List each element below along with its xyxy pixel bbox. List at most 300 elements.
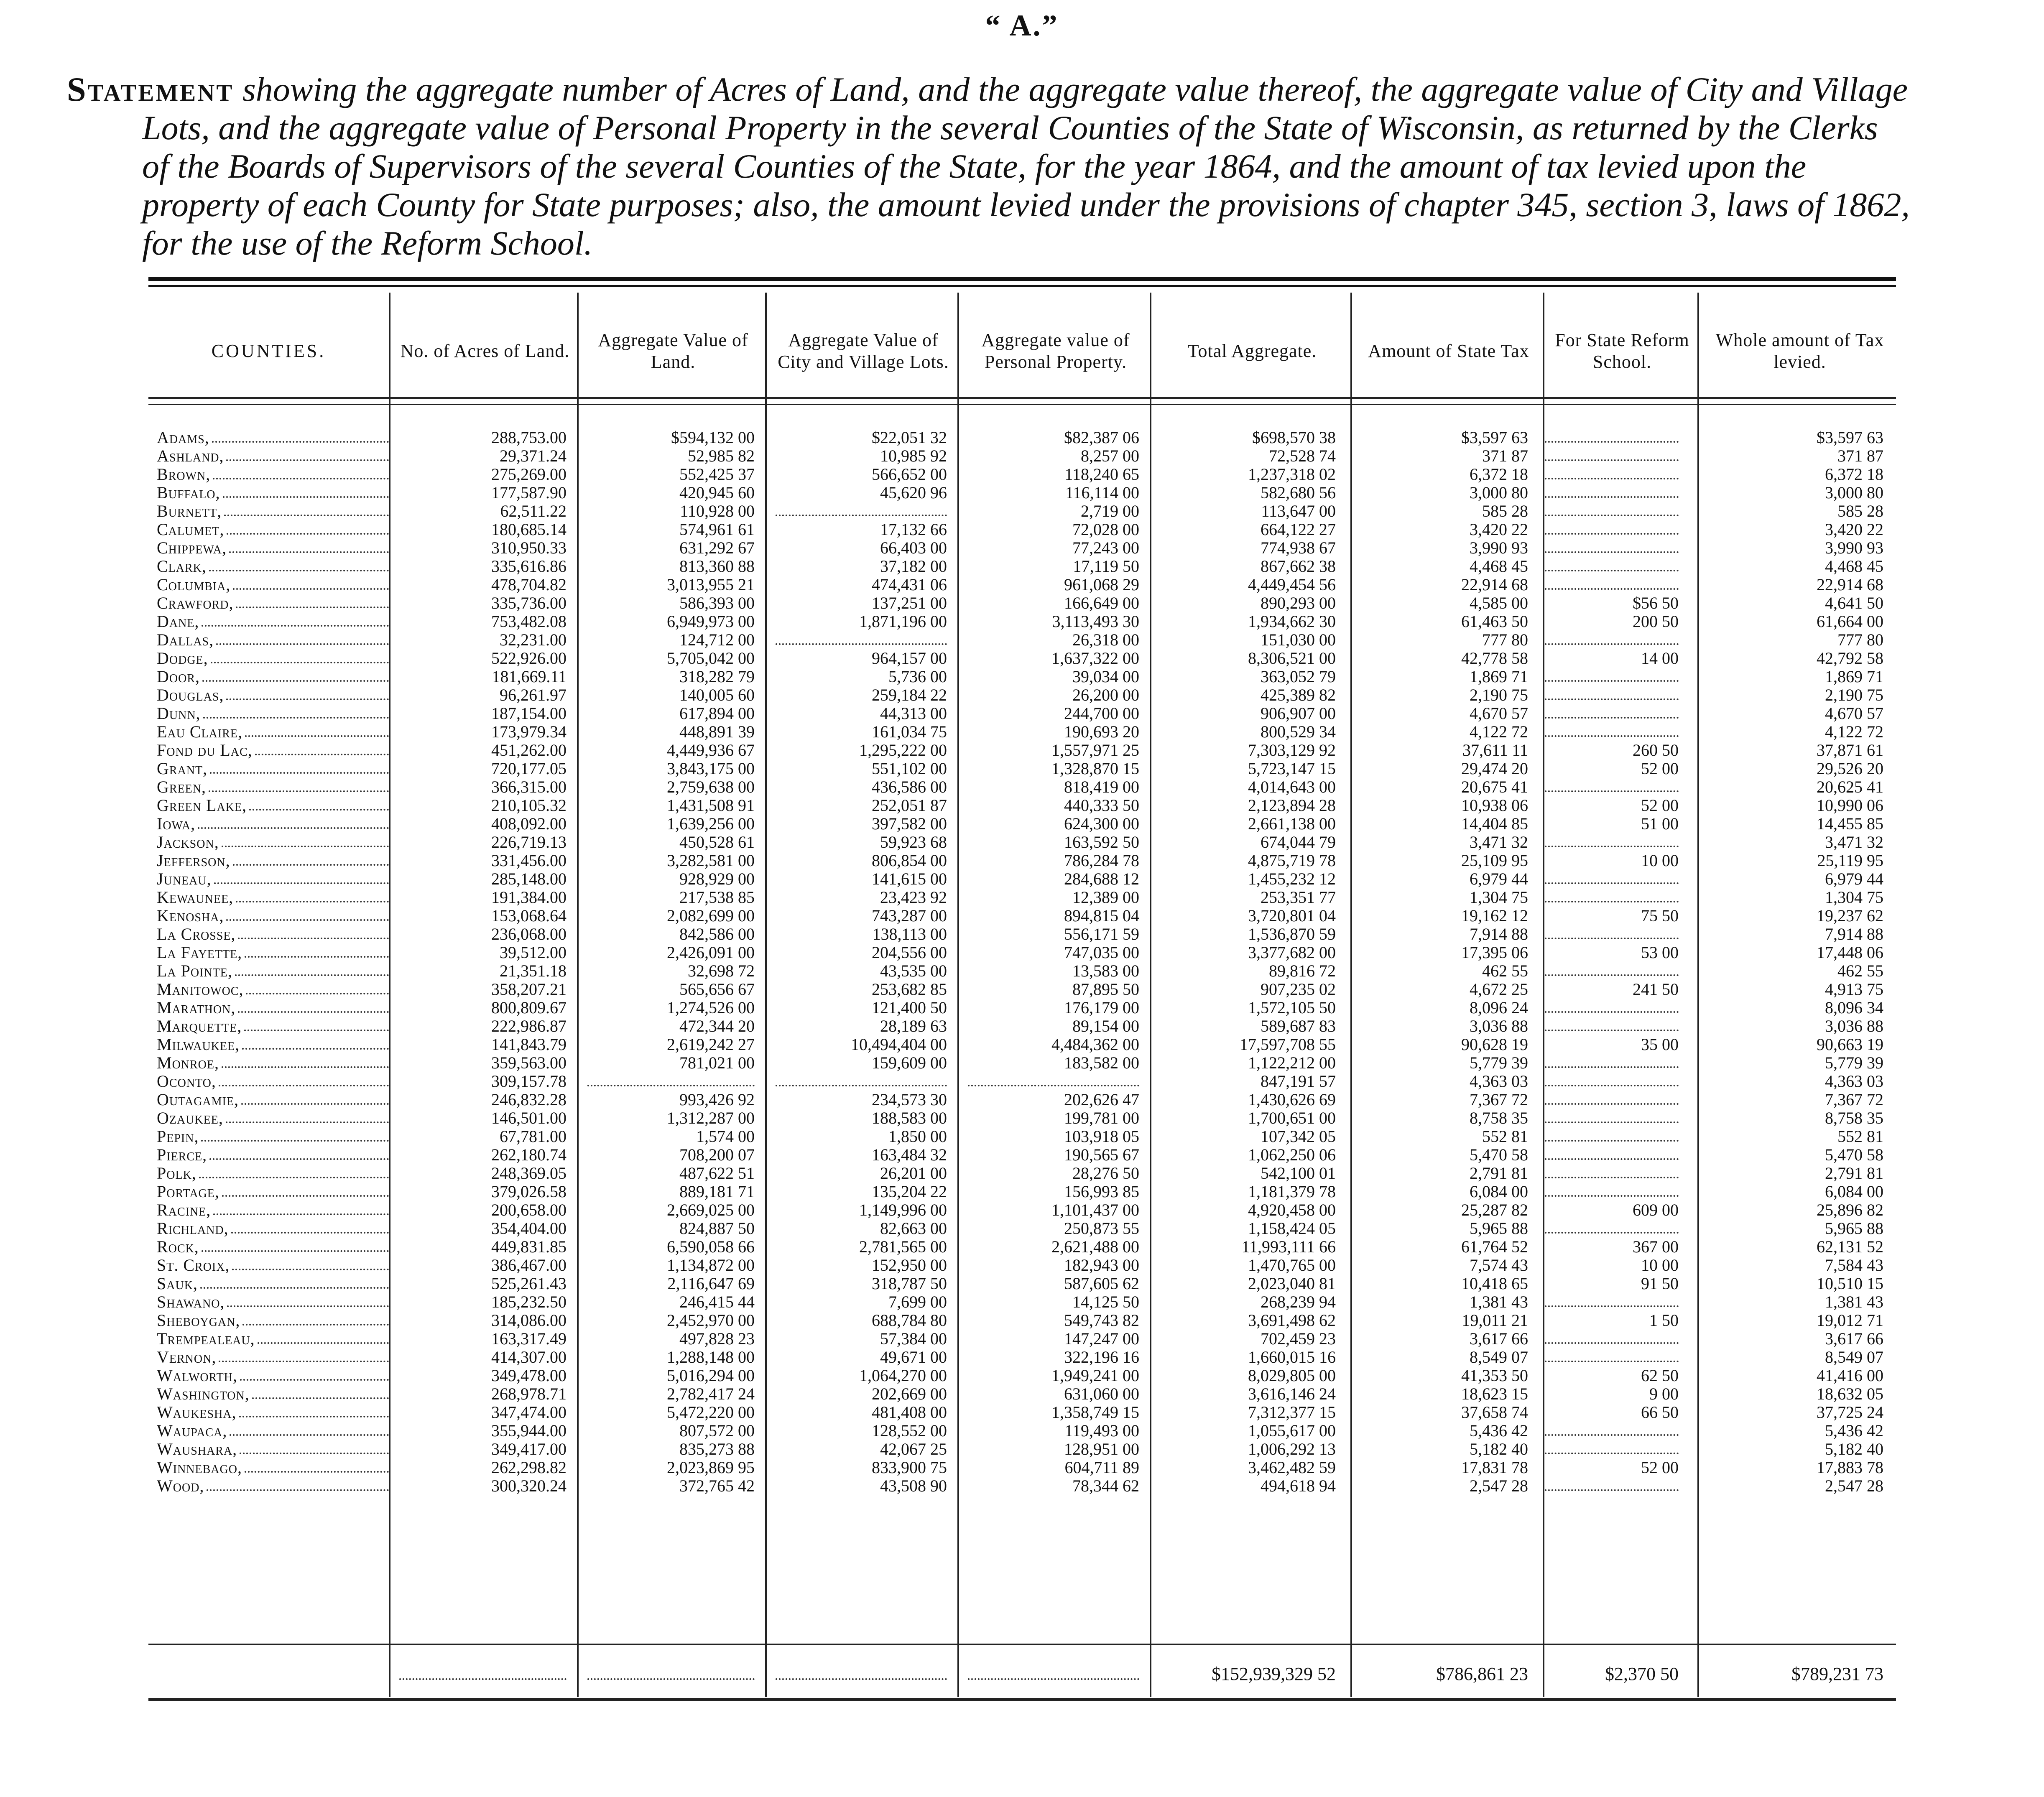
heading-lead: Statement: [67, 70, 234, 108]
cell-acres: 236,068.00: [491, 925, 567, 943]
county-name: [157, 962, 389, 980]
totals-rule: [148, 1644, 1896, 1645]
cell-personal: 961,068 29: [1064, 576, 1139, 594]
cell-personal: 894,815 04: [1064, 907, 1139, 925]
cell-land-value: $594,132 00: [671, 428, 755, 447]
totals-total: $152,939,329 52: [1212, 1664, 1336, 1684]
cell-total: 800,529 34: [1261, 723, 1336, 741]
table-row: [148, 1477, 1896, 1495]
county-label: Dallas,: [157, 631, 214, 649]
cell-acres: 262,180.74: [491, 1146, 567, 1164]
cell-state-tax: 4,363 03: [1470, 1072, 1528, 1091]
blank-cell: [1545, 428, 1679, 447]
cell-whole: 61,664 00: [1817, 612, 1883, 631]
table-row: [148, 1164, 1896, 1183]
table-row: [148, 1403, 1896, 1422]
cell-total: 3,691,498 62: [1248, 1311, 1336, 1330]
cell-acres: 355,944.00: [491, 1422, 567, 1440]
totals-blank-lots: [776, 1657, 947, 1691]
blank-cell: [776, 631, 947, 649]
cell-reform: 260 50: [1633, 741, 1679, 760]
cell-total: 2,023,040 81: [1248, 1274, 1336, 1293]
cell-total: 4,449,454 56: [1248, 576, 1336, 594]
dot-leader: [238, 925, 389, 939]
cell-state-tax: 37,611 11: [1462, 741, 1528, 760]
cell-land-value: 824,887 50: [679, 1219, 755, 1238]
cell-acres: 309,157.78: [491, 1072, 567, 1091]
county-label: Iowa,: [157, 815, 196, 833]
cell-total: 906,907 00: [1261, 704, 1336, 723]
dot-leader: [224, 502, 389, 516]
cell-land-value: 2,452,970 00: [667, 1311, 755, 1330]
county-label: Dane,: [157, 612, 199, 631]
dot-leader: [245, 1458, 389, 1473]
county-name: [157, 1091, 389, 1109]
county-label: Ozaukee,: [157, 1109, 223, 1127]
cell-whole: 4,468 45: [1825, 557, 1883, 576]
cell-land-value: 472,344 20: [679, 1017, 755, 1035]
cell-total: 1,430,626 69: [1248, 1091, 1336, 1109]
cell-whole: 17,448 06: [1817, 943, 1883, 962]
cell-state-tax: 462 55: [1482, 962, 1528, 980]
county-name: [157, 870, 389, 888]
cell-whole: 19,012 71: [1817, 1311, 1883, 1330]
table-row: [148, 484, 1896, 502]
blank-cell: [1545, 1183, 1679, 1201]
dot-leader: [239, 1403, 389, 1417]
cell-acres: 191,384.00: [491, 888, 567, 907]
county-name: [157, 760, 389, 778]
cell-personal: 604,711 89: [1064, 1458, 1139, 1477]
cell-state-tax: 8,096 24: [1470, 999, 1528, 1017]
cell-total: 582,680 56: [1261, 484, 1336, 502]
cell-personal: 14,125 50: [1072, 1293, 1139, 1311]
county-name: [157, 999, 389, 1017]
county-label: La Fayette,: [157, 943, 242, 962]
cell-state-tax: 3,420 22: [1470, 520, 1528, 539]
county-name: [157, 539, 389, 557]
county-label: Sheboygan,: [157, 1311, 240, 1330]
cell-personal: 147,247 00: [1064, 1330, 1139, 1348]
dot-leader: [240, 1440, 389, 1454]
cell-acres: 449,831.85: [491, 1238, 567, 1256]
table-row: [148, 668, 1896, 686]
cell-total: 11,993,111 66: [1241, 1238, 1336, 1256]
blank-cell: [1545, 1072, 1679, 1091]
county-name: [157, 1477, 389, 1495]
county-name: [157, 741, 389, 760]
cell-acres: 262,298.82: [491, 1458, 567, 1477]
cell-reform: 241 50: [1633, 980, 1679, 999]
cell-whole: $3,597 63: [1817, 428, 1883, 447]
county-label: Richland,: [157, 1219, 229, 1238]
blank-cell: [1545, 888, 1679, 907]
dot-leader: [214, 870, 389, 884]
county-label: Oconto,: [157, 1072, 216, 1091]
cell-state-tax: 3,990 93: [1470, 539, 1528, 557]
county-label: Chippewa,: [157, 539, 227, 557]
cell-personal: 322,196 16: [1064, 1348, 1139, 1366]
cell-acres: 29,371.24: [500, 447, 567, 465]
dot-leader: [201, 1127, 389, 1142]
county-name: [157, 1238, 389, 1256]
table-row: [148, 465, 1896, 484]
cell-city-lots: 152,950 00: [872, 1256, 947, 1274]
county-label: Walworth,: [157, 1366, 237, 1385]
cell-land-value: 1,574 00: [696, 1127, 755, 1146]
county-name: [157, 1330, 389, 1348]
county-label: Door,: [157, 668, 200, 686]
blank-cell: [1545, 502, 1679, 520]
cell-total: 2,661,138 00: [1248, 815, 1336, 833]
county-name: [157, 888, 389, 907]
cell-total: 3,377,682 00: [1248, 943, 1336, 962]
cell-state-tax: 19,011 21: [1462, 1311, 1528, 1330]
cell-state-tax: 585 28: [1482, 502, 1528, 520]
county-name: [157, 1348, 389, 1366]
cell-state-tax: 2,791 81: [1470, 1164, 1528, 1183]
blank-cell: [1545, 1109, 1679, 1127]
table-row: [148, 1238, 1896, 1256]
county-label: La Pointe,: [157, 962, 232, 980]
county-label: Monroe,: [157, 1054, 219, 1072]
cell-acres: 331,456.00: [491, 851, 567, 870]
cell-city-lots: 163,484 32: [872, 1146, 947, 1164]
header-rule: [148, 404, 1896, 405]
cell-whole: 62,131 52: [1817, 1238, 1883, 1256]
cell-city-lots: 397,582 00: [872, 815, 947, 833]
cell-land-value: 5,472,220 00: [667, 1403, 755, 1422]
table-row: [148, 723, 1896, 741]
cell-acres: 347,474.00: [491, 1403, 567, 1422]
cell-city-lots: 82,663 00: [880, 1219, 947, 1238]
cell-whole: 42,792 58: [1817, 649, 1883, 668]
county-name: [157, 428, 389, 447]
header-city-lots: Aggregate Value of City and Village Lots.: [778, 330, 949, 372]
county-label: Eau Claire,: [157, 723, 242, 741]
cell-land-value: 52,985 82: [688, 447, 755, 465]
cell-city-lots: 161,034 75: [872, 723, 947, 741]
cell-land-value: 2,759,638 00: [667, 778, 755, 796]
cell-city-lots: 37,182 00: [880, 557, 947, 576]
cell-city-lots: 234,573 30: [872, 1091, 947, 1109]
cell-city-lots: 964,157 00: [872, 649, 947, 668]
cell-acres: 200,658.00: [491, 1201, 567, 1219]
county-label: Rock,: [157, 1238, 199, 1256]
dot-leader: [244, 1017, 389, 1031]
cell-acres: 359,563.00: [491, 1054, 567, 1072]
cell-whole: 2,791 81: [1825, 1164, 1883, 1183]
cell-personal: 28,276 50: [1072, 1164, 1139, 1183]
cell-land-value: 928,929 00: [679, 870, 755, 888]
table-row: [148, 999, 1896, 1017]
cell-state-tax: 42,778 58: [1461, 649, 1528, 668]
cell-state-tax: 371 87: [1482, 447, 1528, 465]
dot-leader: [209, 1146, 389, 1160]
cell-whole: 18,632 05: [1817, 1385, 1883, 1403]
cell-personal: 72,028 00: [1072, 520, 1139, 539]
county-label: Waupaca,: [157, 1422, 227, 1440]
dot-leader: [252, 1385, 389, 1399]
county-label: Green,: [157, 778, 206, 796]
blank-cell: [1545, 870, 1679, 888]
cell-city-lots: 551,102 00: [872, 760, 947, 778]
cell-acres: 275,269.00: [491, 465, 567, 484]
cell-acres: 96,261.97: [500, 686, 567, 704]
cell-state-tax: 3,036 88: [1470, 1017, 1528, 1035]
cell-city-lots: 59,923 68: [880, 833, 947, 851]
county-name: [157, 1201, 389, 1219]
county-name: [157, 594, 389, 612]
county-name: [157, 1422, 389, 1440]
cell-city-lots: 42,067 25: [880, 1440, 947, 1458]
cell-personal: 156,993 85: [1064, 1183, 1139, 1201]
cell-personal: 26,200 00: [1072, 686, 1139, 704]
cell-land-value: 246,415 44: [679, 1293, 755, 1311]
county-name: [157, 631, 389, 649]
cell-acres: 181,669.11: [492, 668, 567, 686]
cell-personal: 118,240 65: [1064, 465, 1139, 484]
cell-total: 3,616,146 24: [1248, 1385, 1336, 1403]
dot-leader: [222, 833, 389, 847]
top-rule-thick: [148, 277, 1896, 281]
cell-personal: 199,781 00: [1064, 1109, 1139, 1127]
cell-total: 674,044 79: [1261, 833, 1336, 851]
blank-cell: [1545, 1477, 1679, 1495]
cell-land-value: 2,619,242 27: [667, 1035, 755, 1054]
cell-state-tax: 7,914 88: [1470, 925, 1528, 943]
table-row: [148, 428, 1896, 447]
table-row: [148, 1054, 1896, 1072]
cell-whole: 6,084 00: [1825, 1183, 1883, 1201]
cell-acres: 525,261.43: [491, 1274, 567, 1293]
cell-state-tax: 4,670 57: [1470, 704, 1528, 723]
cell-acres: 163,317.49: [491, 1330, 567, 1348]
totals-blank-acres: [399, 1657, 567, 1691]
cell-land-value: 2,669,025 00: [667, 1201, 755, 1219]
cell-state-tax: 29,474 20: [1461, 760, 1528, 778]
cell-state-tax: 1,304 75: [1470, 888, 1528, 907]
dot-leader: [231, 1219, 389, 1234]
blank-cell: [1545, 1054, 1679, 1072]
cell-total: 107,342 05: [1261, 1127, 1336, 1146]
cell-state-tax: 777 80: [1482, 631, 1528, 649]
county-name: [157, 1054, 389, 1072]
cell-land-value: 5,705,042 00: [667, 649, 755, 668]
cell-acres: 300,320.24: [491, 1477, 567, 1495]
cell-city-lots: 202,669 00: [872, 1385, 947, 1403]
cell-total: 867,662 38: [1261, 557, 1336, 576]
cell-state-tax: 6,372 18: [1470, 465, 1528, 484]
dot-leader: [209, 557, 389, 571]
cell-state-tax: 17,395 06: [1461, 943, 1528, 962]
cell-total: 4,920,458 00: [1248, 1201, 1336, 1219]
cell-city-lots: 1,149,996 00: [859, 1201, 947, 1219]
county-label: Wood,: [157, 1477, 204, 1495]
table-row: [148, 1183, 1896, 1201]
county-label: Crawford,: [157, 594, 234, 612]
cell-personal: 4,484,362 00: [1051, 1035, 1139, 1054]
cell-personal: 17,119 50: [1073, 557, 1139, 576]
cell-city-lots: 474,431 06: [872, 576, 947, 594]
cell-state-tax: 5,470 58: [1470, 1146, 1528, 1164]
cell-acres: 522,926.00: [491, 649, 567, 668]
dot-leader: [226, 1109, 389, 1123]
county-label: Jackson,: [157, 833, 219, 851]
totals-state-tax: $786,861 23: [1436, 1664, 1528, 1684]
cell-state-tax: 4,468 45: [1470, 557, 1528, 576]
cell-city-lots: 7,699 00: [888, 1293, 947, 1311]
cell-acres: 177,587.90: [491, 484, 567, 502]
cell-city-lots: 5,736 00: [888, 668, 947, 686]
cell-state-tax: 18,623 15: [1461, 1385, 1528, 1403]
cell-personal: 13,583 00: [1072, 962, 1139, 980]
cell-city-lots: 1,064,270 00: [859, 1366, 947, 1385]
cell-total: 5,723,147 15: [1248, 760, 1336, 778]
cell-total: 8,029,805 00: [1248, 1366, 1336, 1385]
cell-city-lots: 481,408 00: [872, 1403, 947, 1422]
totals-blank-personal: [968, 1657, 1139, 1691]
cell-reform: 75 50: [1641, 907, 1679, 925]
dot-leader: [198, 815, 389, 829]
cell-land-value: 631,292 67: [679, 539, 755, 557]
header-counties: COUNTIES.: [211, 341, 326, 361]
cell-state-tax: 19,162 12: [1461, 907, 1528, 925]
cell-total: 8,306,521 00: [1248, 649, 1336, 668]
table-row: [148, 1219, 1896, 1238]
cell-land-value: 2,426,091 00: [667, 943, 755, 962]
cell-reform: 62 50: [1641, 1366, 1679, 1385]
cell-city-lots: 45,620 96: [880, 484, 947, 502]
dot-leader: [213, 1201, 389, 1215]
cell-land-value: 1,431,508 91: [667, 796, 755, 815]
cell-personal: 631,060 00: [1064, 1385, 1139, 1403]
blank-cell: [1545, 465, 1679, 484]
county-name: [157, 796, 389, 815]
cell-total: 1,536,870 59: [1248, 925, 1336, 943]
cell-acres: 62,511.22: [500, 502, 567, 520]
blank-cell: [1545, 1348, 1679, 1366]
county-name: [157, 925, 389, 943]
blank-cell: [1545, 778, 1679, 796]
county-name: [157, 1385, 389, 1403]
table-row: [148, 686, 1896, 704]
blank-cell: [587, 1072, 755, 1091]
cell-city-lots: 188,583 00: [872, 1109, 947, 1127]
cell-acres: 67,781.00: [500, 1127, 567, 1146]
dot-leader: [232, 1256, 389, 1270]
cell-city-lots: 436,586 00: [872, 778, 947, 796]
cell-acres: 210,105.32: [491, 796, 567, 815]
cell-whole: 25,896 82: [1817, 1201, 1883, 1219]
cell-acres: 153,068.64: [491, 907, 567, 925]
cell-personal: 190,565 67: [1064, 1146, 1139, 1164]
cell-state-tax: $3,597 63: [1461, 428, 1528, 447]
cell-land-value: 781,021 00: [679, 1054, 755, 1072]
dot-leader: [258, 1330, 389, 1344]
dot-leader: [203, 704, 389, 719]
blank-cell: [1545, 1017, 1679, 1035]
cell-land-value: 708,200 07: [679, 1146, 755, 1164]
cell-land-value: 807,572 00: [679, 1422, 755, 1440]
county-name: [157, 704, 389, 723]
cell-whole: 5,965 88: [1825, 1219, 1883, 1238]
cell-acres: 185,232.50: [491, 1293, 567, 1311]
dot-leader: [236, 594, 389, 608]
table-row: [148, 1274, 1896, 1293]
cell-reform: 51 00: [1641, 815, 1679, 833]
dot-leader: [199, 1164, 389, 1178]
county-label: Manitowoc,: [157, 980, 244, 999]
cell-state-tax: 20,675 41: [1461, 778, 1528, 796]
dot-leader: [210, 760, 389, 774]
cell-state-tax: 6,084 00: [1470, 1183, 1528, 1201]
totals-reform: $2,370 50: [1605, 1664, 1679, 1684]
cell-acres: 386,467.00: [491, 1256, 567, 1274]
cell-personal: 166,649 00: [1064, 594, 1139, 612]
county-label: Douglas,: [157, 686, 224, 704]
cell-whole: 5,182 40: [1825, 1440, 1883, 1458]
cell-total: $698,570 38: [1252, 428, 1336, 447]
blank-cell: [1545, 668, 1679, 686]
cell-land-value: 6,590,058 66: [667, 1238, 755, 1256]
cell-total: 890,293 00: [1261, 594, 1336, 612]
cell-personal: 39,034 00: [1072, 668, 1139, 686]
cell-whole: 37,725 24: [1817, 1403, 1883, 1422]
cell-whole: 17,883 78: [1817, 1458, 1883, 1477]
blank-cell: [1545, 539, 1679, 557]
cell-total: 1,470,765 00: [1248, 1256, 1336, 1274]
cell-city-lots: 26,201 00: [880, 1164, 947, 1183]
cell-land-value: 1,639,256 00: [667, 815, 755, 833]
cell-state-tax: 37,658 74: [1461, 1403, 1528, 1422]
cell-reform: 52 00: [1641, 796, 1679, 815]
blank-cell: [1545, 1330, 1679, 1348]
header-whole: Whole amount of Tax levied.: [1715, 330, 1884, 372]
header-rule: [148, 397, 1896, 399]
cell-personal: 26,318 00: [1072, 631, 1139, 649]
dot-leader: [249, 796, 389, 811]
cell-state-tax: 14,404 85: [1461, 815, 1528, 833]
county-name: [157, 1274, 389, 1293]
cell-acres: 753,482.08: [491, 612, 567, 631]
cell-city-lots: 10,985 92: [880, 447, 947, 465]
cell-personal: 87,895 50: [1072, 980, 1139, 999]
dot-leader: [246, 980, 389, 994]
page-mark: “ A.”: [985, 9, 1059, 42]
cell-reform: 367 00: [1633, 1238, 1679, 1256]
cell-land-value: 450,528 61: [679, 833, 755, 851]
county-label: Dunn,: [157, 704, 201, 723]
cell-reform: 52 00: [1641, 760, 1679, 778]
cell-city-lots: 66,403 00: [880, 539, 947, 557]
cell-personal: 250,873 55: [1064, 1219, 1139, 1238]
cell-state-tax: 10,418 65: [1461, 1274, 1528, 1293]
cell-acres: 379,026.58: [491, 1183, 567, 1201]
cell-total: 847,191 57: [1261, 1072, 1336, 1091]
dot-leader: [216, 631, 389, 645]
cell-personal: 12,389 00: [1072, 888, 1139, 907]
dot-leader: [226, 686, 389, 700]
dot-leader: [219, 1072, 389, 1086]
cell-whole: 4,363 03: [1825, 1072, 1883, 1091]
cell-whole: 10,990 06: [1817, 796, 1883, 815]
county-label: Ashland,: [157, 447, 224, 465]
cell-state-tax: 8,758 35: [1470, 1109, 1528, 1127]
cell-total: 253,351 77: [1261, 888, 1336, 907]
cell-acres: 39,512.00: [500, 943, 567, 962]
cell-land-value: 448,891 39: [679, 723, 755, 741]
